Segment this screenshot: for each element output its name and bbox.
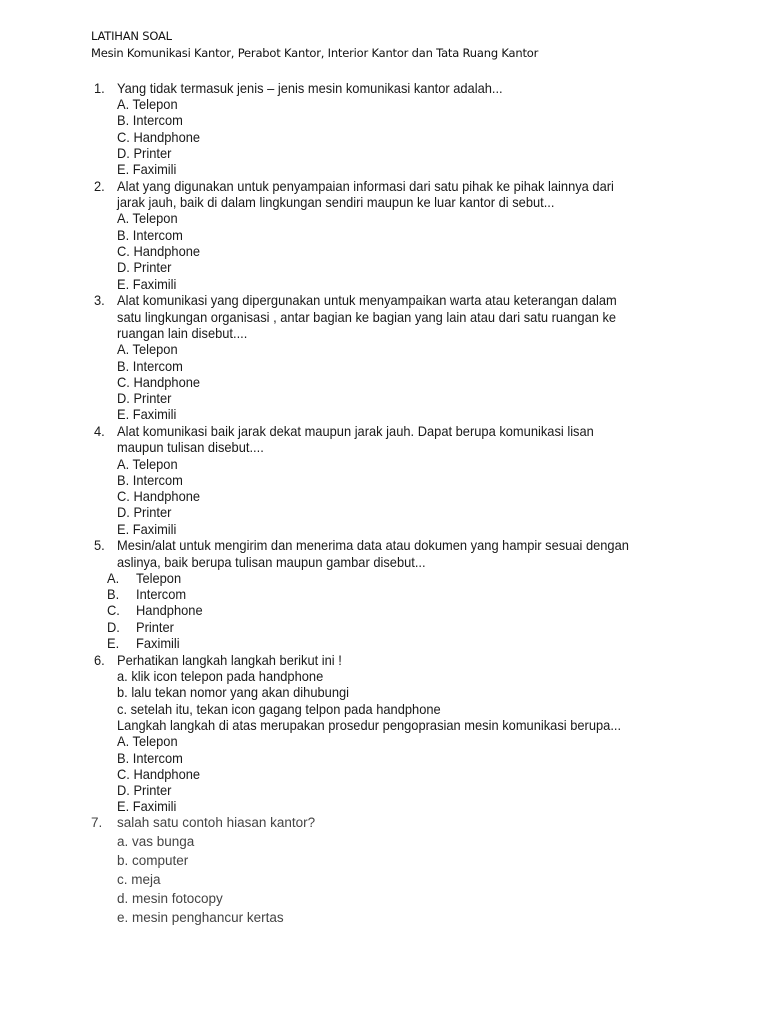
option-d-letter: D. [107,619,120,635]
option-c: c. meja [117,872,161,887]
question-text: Alat komunikasi baik jarak dekat maupun jarak jauh. Dapat berupa komunikasi lisan [117,423,594,439]
option-b: B. Intercom [117,227,183,243]
step-c: c. setelah itu, tekan icon gagang telpon pada handphone [117,701,441,717]
document-subtitle: Mesin Komunikasi Kantor, Perabot Kantor, Interior Kantor dan Tata Ruang Kantor [91,46,539,60]
question-text: maupun tulisan disebut.... [117,439,264,455]
option-c: Handphone [136,602,203,618]
option-c: C. Handphone [117,488,201,504]
question-number: 6. [94,652,105,668]
question-number: 5. [94,537,105,553]
question-text: ruangan lain disebut.... [117,325,248,341]
question-number: 7. [91,815,103,830]
document-title: LATIHAN SOAL [91,29,172,43]
option-a: a. vas bunga [117,834,195,849]
option-e: E. Faximili [117,798,177,814]
option-e: Faximili [136,635,180,651]
question-text: Mesin/alat untuk mengirim dan menerima data atau dokumen yang hampir sesuai dengan [117,537,629,553]
option-e: E. Faximili [117,161,177,177]
option-d: Printer [136,619,174,635]
question-number: 4. [94,423,105,439]
option-d: D. Printer [117,390,172,406]
option-a: A. Telepon [117,456,178,472]
option-c: C. Handphone [117,243,201,259]
option-b-letter: B. [107,586,120,602]
question-text: Yang tidak termasuk jenis – jenis mesin komunikasi kantor adalah... [117,80,503,96]
option-a-letter: A. [107,570,120,586]
question-number: 2. [94,178,105,194]
option-d: D. Printer [117,504,172,520]
option-a: A. Telepon [117,96,178,112]
step-a: a. klik icon telepon pada handphone [117,668,324,684]
question-text: Alat komunikasi yang dipergunakan untuk menyampaikan warta atau keterangan dalam [117,292,617,308]
question-number: 1. [94,80,105,96]
question-text: salah satu contoh hiasan kantor? [117,815,316,830]
option-d: D. Printer [117,259,172,275]
option-b: Intercom [136,586,187,602]
option-c: C. Handphone [117,129,201,145]
question-followup: Langkah langkah di atas merupakan prosedur pengoprasian mesin komunikasi berupa... [117,717,622,733]
option-a: A. Telepon [117,341,178,357]
option-b: B. Intercom [117,112,183,128]
option-e: E. Faximili [117,521,177,537]
option-d: D. Printer [117,145,172,161]
option-c: C. Handphone [117,766,201,782]
question-text: jarak jauh, baik di dalam lingkungan sendiri maupun ke luar kantor di sebut... [117,194,555,210]
option-a: A. Telepon [117,210,178,226]
option-b: B. Intercom [117,358,183,374]
option-c: C. Handphone [117,374,201,390]
option-b: B. Intercom [117,472,183,488]
step-b: b. lalu tekan nomor yang akan dihubungi [117,684,350,700]
option-e: e. mesin penghancur kertas [117,910,284,925]
question-text: satu lingkungan organisasi , antar bagian ke bagian yang lain atau dari satu ruangan ke [117,309,617,325]
option-b: b. computer [117,853,189,868]
option-e: E. Faximili [117,406,177,422]
option-e: E. Faximili [117,276,177,292]
option-e-letter: E. [107,635,120,651]
option-d: d. mesin fotocopy [117,891,223,906]
option-d: D. Printer [117,782,172,798]
question-text: Perhatikan langkah langkah berikut ini ! [117,652,342,668]
option-b: B. Intercom [117,750,183,766]
question-text: Alat yang digunakan untuk penyampaian informasi dari satu pihak ke pihak lainnya dari [117,178,614,194]
question-text: aslinya, baik berupa tulisan maupun gambar disebut... [117,554,426,570]
question-number: 3. [94,292,105,308]
option-a: A. Telepon [117,733,178,749]
option-a: Telepon [136,570,182,586]
option-c-letter: C. [107,602,120,618]
